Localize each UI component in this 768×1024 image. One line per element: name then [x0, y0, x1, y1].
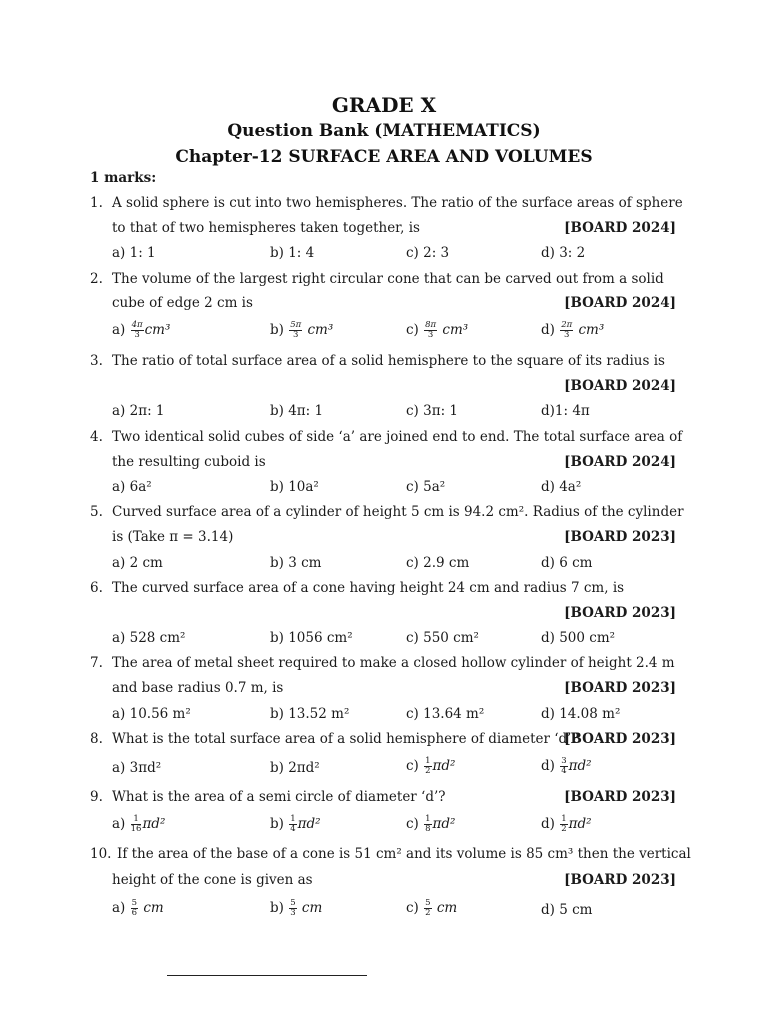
option-a: a) 3πd²: [112, 760, 162, 776]
board-tag: [BOARD 2023]: [564, 529, 676, 545]
board-tag: [BOARD 2024]: [564, 295, 676, 311]
question-text: Curved surface area of a cylinder of height 5 cm is 94.2 cm². Radius of the cylinder: [112, 504, 684, 520]
option-d: d) $\frac{1}{2}$ πd²: [541, 814, 592, 834]
question-text: Two identical solid cubes of side ‘a’ are joined end to end. The total surface area of: [112, 429, 683, 445]
option-b: b) $\frac{5\pi}{3}$ cm³: [270, 320, 334, 340]
question-text: What is the total surface area of a solid hemisphere of diameter ‘d’?: [112, 731, 579, 747]
option-c: c) 2: 3: [406, 245, 450, 261]
question-text: What is the area of a semi circle of diameter ‘d’?: [112, 789, 446, 805]
question-text: A solid sphere is cut into two hemispheres. The ratio of the surface areas of sphere: [112, 195, 683, 211]
option-a: a) $\frac{4\pi}{3}$ cm³: [112, 320, 171, 340]
question-text: cube of edge 2 cm is: [112, 295, 253, 311]
question-number: 9.: [90, 789, 103, 805]
option-b: b) 4π: 1: [270, 403, 324, 419]
option-a: a) 1: 1: [112, 245, 156, 261]
option-d: d) 14.08 m²: [541, 706, 621, 722]
question-text: to that of two hemispheres taken together, is: [112, 220, 420, 236]
question-number: 1.: [90, 195, 103, 211]
option-d: d) 6 cm: [541, 555, 593, 571]
question-text: The volume of the largest right circular cone that can be carved out from a solid: [112, 271, 664, 287]
grade-title: GRADE X: [331, 93, 437, 117]
question-number: 3.: [90, 353, 103, 369]
option-a: a) $\frac{1}{16}$ πd²: [112, 814, 166, 834]
option-d: d) 5 cm: [541, 902, 593, 918]
option-c: c) 2.9 cm: [406, 555, 470, 571]
question-number: 10.: [90, 846, 112, 862]
option-d: d) 3: 2: [541, 245, 586, 261]
board-tag: [BOARD 2024]: [564, 378, 676, 394]
board-tag: [BOARD 2023]: [564, 731, 676, 747]
question-text: The area of metal sheet required to make a closed hollow cylinder of height 2.4 m: [112, 655, 675, 671]
footer-rule: [167, 975, 367, 976]
option-a: a) 2π: 1: [112, 403, 165, 419]
question-number: 7.: [90, 655, 103, 671]
option-d: d) 500 cm²: [541, 630, 616, 646]
option-d: d)1: 4π: [541, 403, 590, 419]
option-c: c) $\frac{5}{2}$ cm: [406, 898, 458, 918]
option-c: c) 13.64 m²: [406, 706, 485, 722]
question-number: 4.: [90, 429, 103, 445]
board-tag: [BOARD 2023]: [564, 872, 676, 888]
option-b: b) 3 cm: [270, 555, 322, 571]
option-a: a) $\frac{5}{6}$ cm: [112, 898, 164, 918]
question-text: height of the cone is given as: [112, 872, 313, 888]
option-c: c) 550 cm²: [406, 630, 479, 646]
option-a: a) 528 cm²: [112, 630, 186, 646]
question-number: 5.: [90, 504, 103, 520]
option-c: c) $\frac{1}{2}$ πd²: [406, 756, 456, 776]
option-b: b) 1056 cm²: [270, 630, 353, 646]
board-tag: [BOARD 2023]: [564, 680, 676, 696]
option-c: c) 5a²: [406, 479, 446, 495]
option-c: c) 3π: 1: [406, 403, 459, 419]
question-number: 2.: [90, 271, 103, 287]
board-tag: [BOARD 2024]: [564, 454, 676, 470]
option-d: d) $\frac{3}{4}$ πd²: [541, 756, 592, 776]
question-text: is (Take π = 3.14): [112, 529, 234, 545]
option-b: b) 13.52 m²: [270, 706, 350, 722]
board-tag: [BOARD 2024]: [564, 220, 676, 236]
question-bank-title: Question Bank (MATHEMATICS): [227, 121, 541, 141]
option-c: c) $\frac{8\pi}{3}$ cm³: [406, 320, 469, 340]
chapter-title: Chapter-12 SURFACE AREA AND VOLUMES: [175, 147, 593, 167]
question-text: the resulting cuboid is: [112, 454, 266, 470]
option-b: b) $\frac{5}{3}$ cm: [270, 898, 323, 918]
option-d: d) 4a²: [541, 479, 582, 495]
question-text: If the area of the base of a cone is 51 cm² and its volume is 85 cm³ then the vertical: [117, 846, 691, 862]
option-a: a) 2 cm: [112, 555, 163, 571]
board-tag: [BOARD 2023]: [564, 789, 676, 805]
question-number: 8.: [90, 731, 103, 747]
option-c: c) $\frac{1}{8}$ πd²: [406, 814, 456, 834]
option-a: a) 6a²: [112, 479, 152, 495]
question-text: The curved surface area of a cone having height 24 cm and radius 7 cm, is: [112, 580, 625, 596]
option-d: d) $\frac{2\pi}{3}$ cm³: [541, 320, 605, 340]
option-b: b) 2πd²: [270, 760, 320, 776]
question-number: 6.: [90, 580, 103, 596]
marks-heading: 1 marks:: [90, 170, 157, 186]
option-b: b) 10a²: [270, 479, 319, 495]
option-a: a) 10.56 m²: [112, 706, 191, 722]
question-text: and base radius 0.7 m, is: [112, 680, 284, 696]
option-b: b) $\frac{1}{4}$ πd²: [270, 814, 321, 834]
board-tag: [BOARD 2023]: [564, 605, 676, 621]
question-text: The ratio of total surface area of a solid hemisphere to the square of its radius is: [112, 353, 665, 369]
option-b: b) 1: 4: [270, 245, 315, 261]
